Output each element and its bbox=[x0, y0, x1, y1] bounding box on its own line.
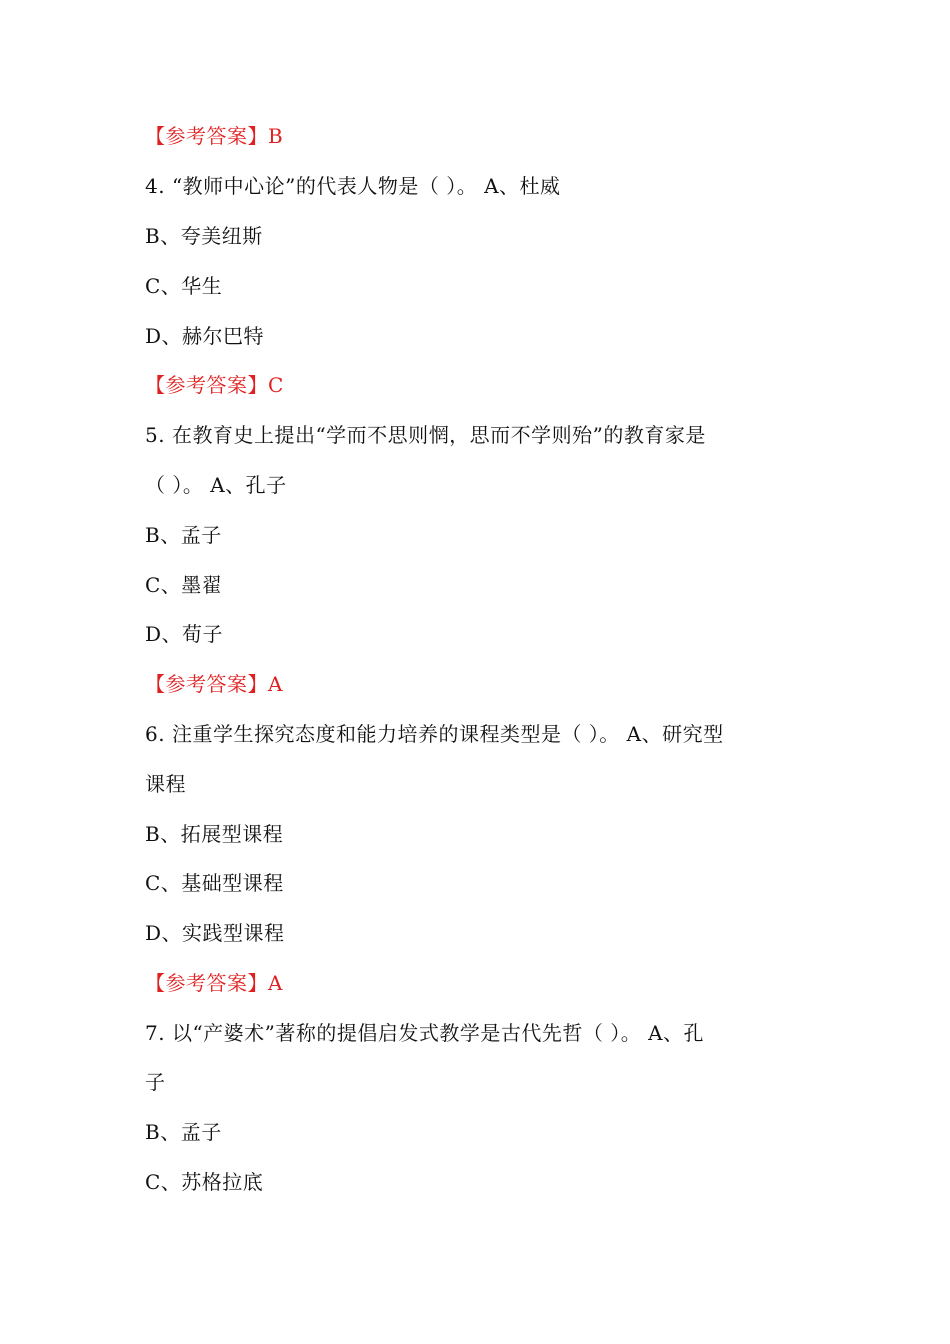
question-4-option-d: D、赫尔巴特 bbox=[145, 324, 265, 348]
question-4-option-c: C、华生 bbox=[145, 274, 223, 298]
answer-line-q4: 【参考答案】C bbox=[145, 373, 284, 397]
question-7-text-continued: 子 bbox=[145, 1070, 166, 1094]
answer-line-q5: 【参考答案】A bbox=[145, 672, 283, 696]
question-5-text-continued: （ ）。 A、孔子 bbox=[145, 473, 287, 497]
question-5-option-b: B、孟子 bbox=[145, 523, 222, 547]
answer-line-q3: 【参考答案】B bbox=[145, 124, 284, 148]
question-6-option-c: C、基础型课程 bbox=[145, 871, 284, 895]
question-6-option-d: D、实践型课程 bbox=[145, 921, 285, 945]
question-4-text: 4. “教师中心论”的代表人物是（ ）。 A、杜威 bbox=[145, 174, 561, 198]
question-7-text: 7. 以“产婆术”著称的提倡启发式教学是古代先哲（ ）。 A、孔 bbox=[145, 1021, 705, 1045]
question-5-option-d: D、荀子 bbox=[145, 622, 224, 646]
question-5-text: 5. 在教育史上提出“学而不思则惘，思而不学则殆”的教育家是 bbox=[145, 423, 706, 447]
question-4-option-b: B、夸美纽斯 bbox=[145, 224, 263, 248]
question-6-option-b: B、拓展型课程 bbox=[145, 822, 284, 846]
question-5-option-c: C、墨翟 bbox=[145, 573, 223, 597]
question-6-text: 6. 注重学生探究态度和能力培养的课程类型是（ ）。 A、研究型 bbox=[145, 722, 724, 746]
question-6-text-continued: 课程 bbox=[145, 772, 186, 796]
answer-line-q6: 【参考答案】A bbox=[145, 971, 283, 995]
question-7-option-c: C、苏格拉底 bbox=[145, 1170, 264, 1194]
question-7-option-b: B、孟子 bbox=[145, 1120, 222, 1144]
